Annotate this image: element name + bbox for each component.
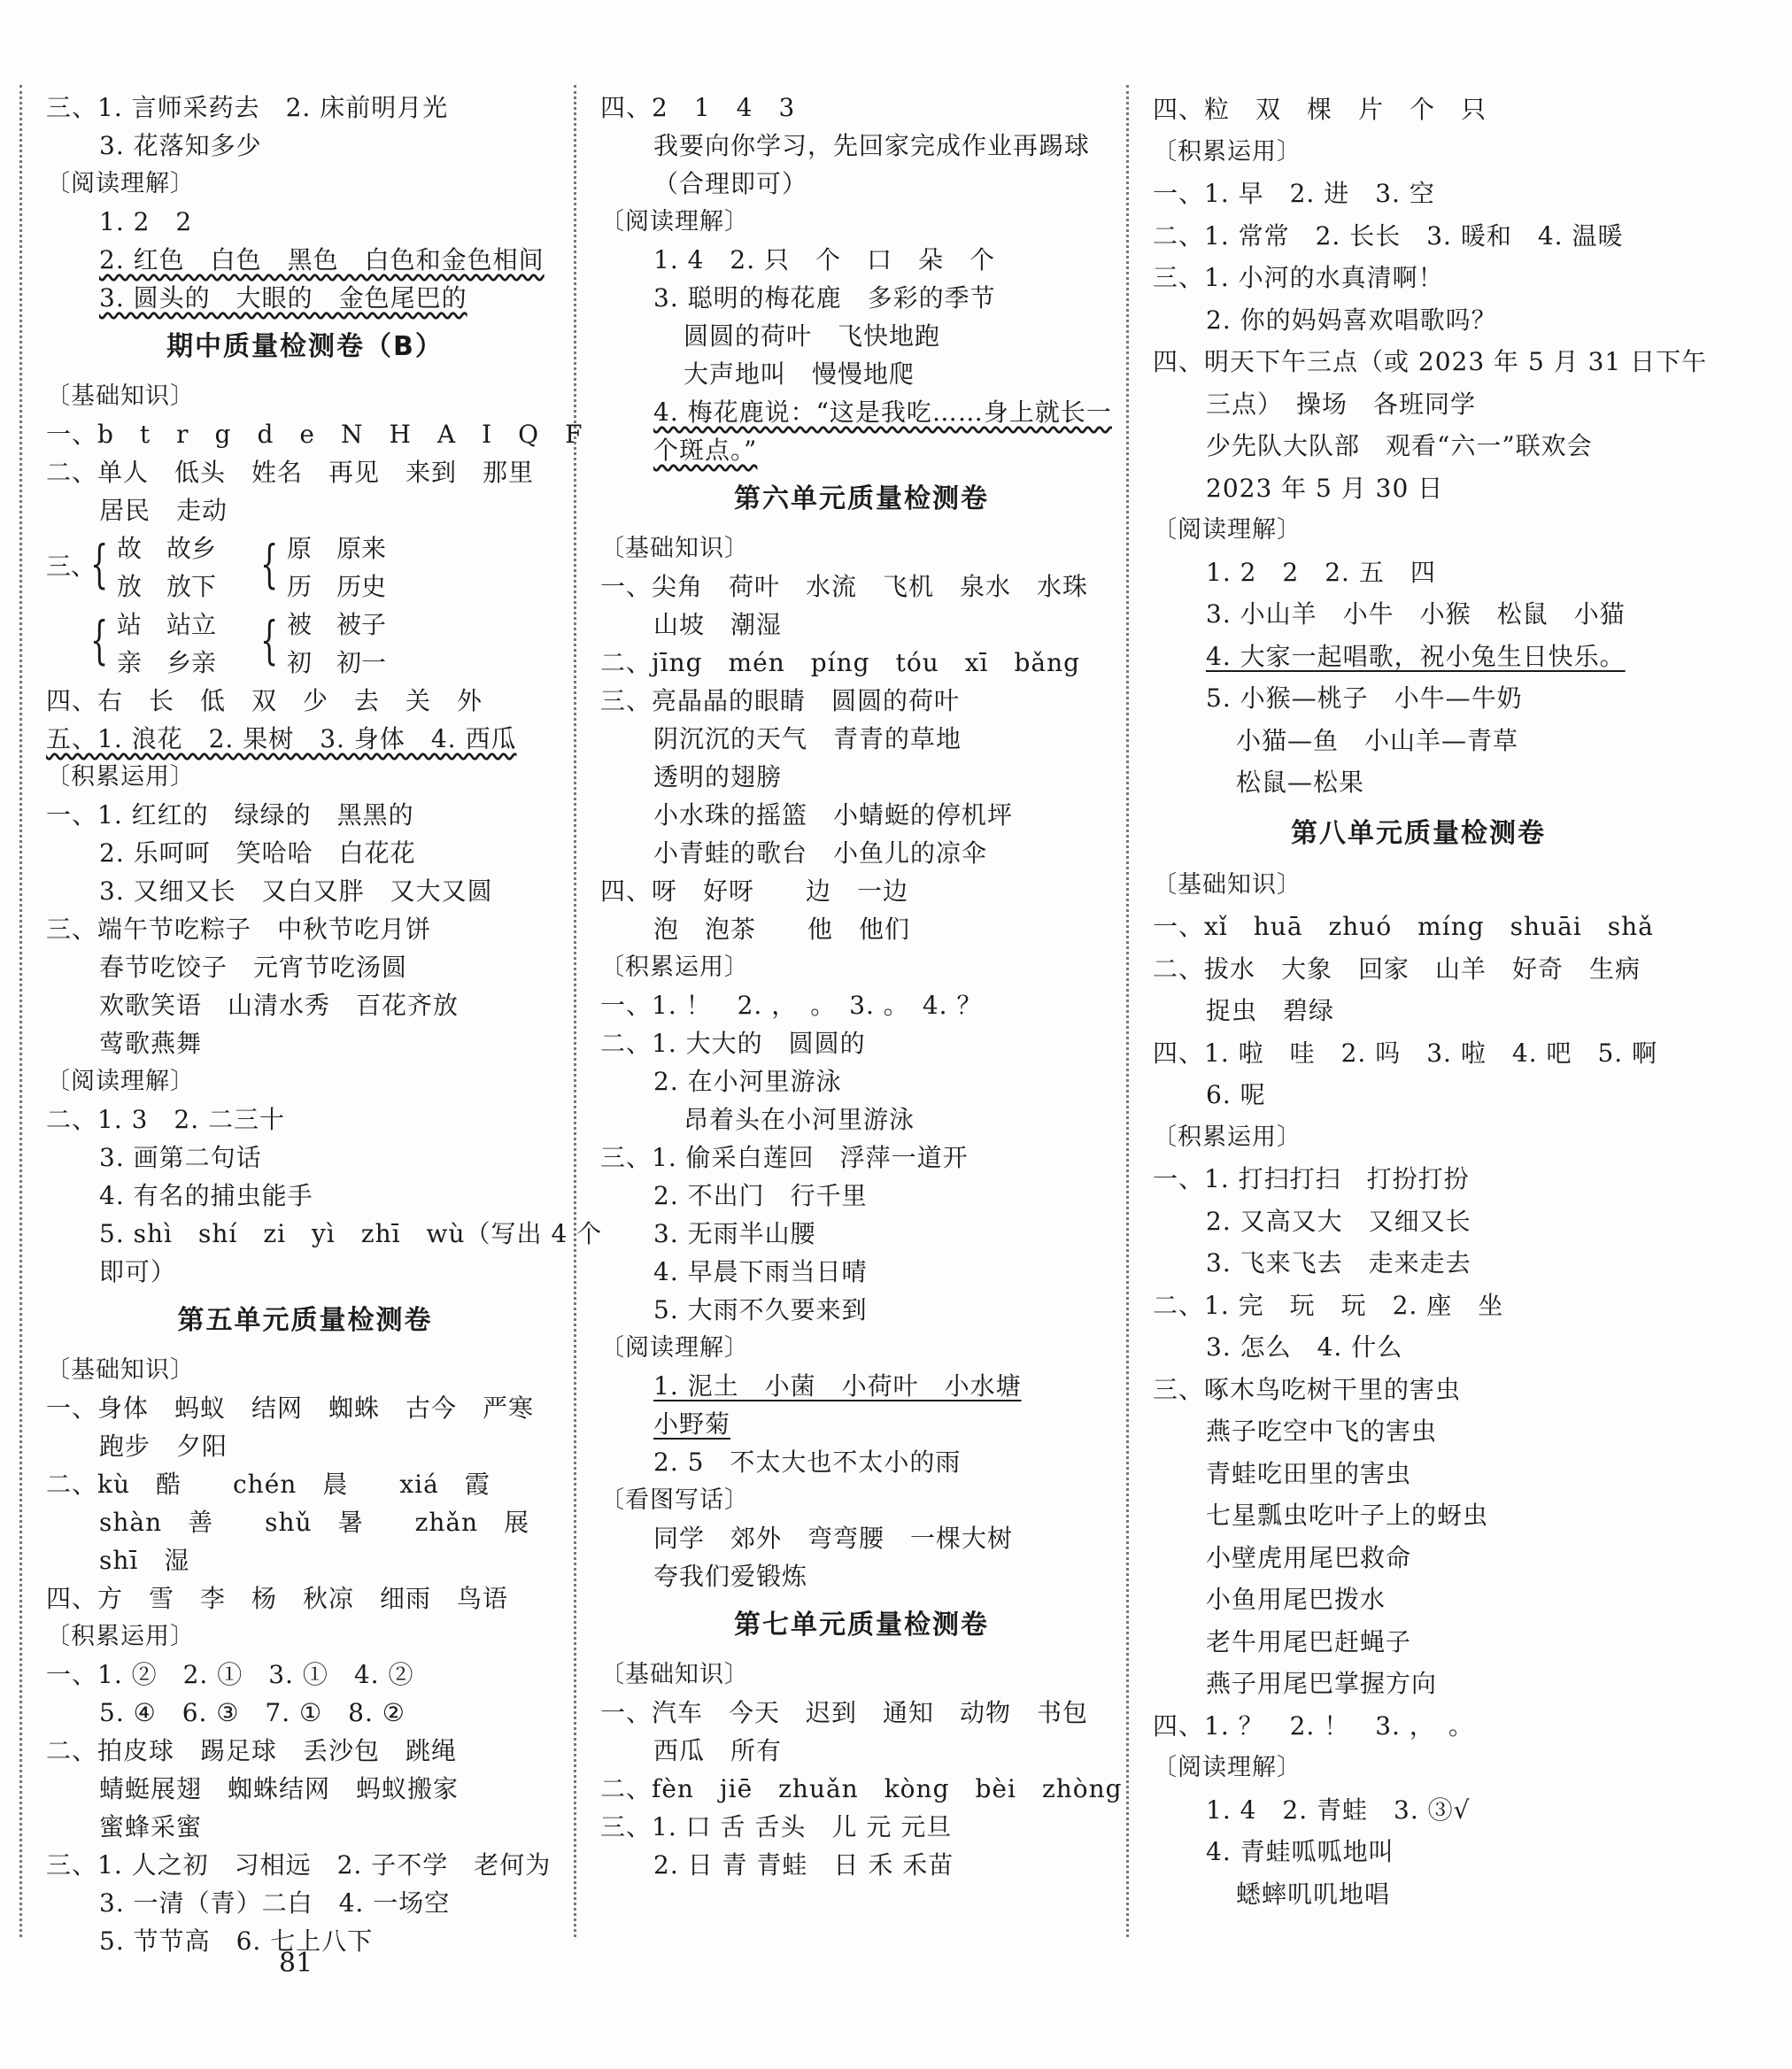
answer-line: 6. 呢 <box>1206 1080 1266 1109</box>
brace-mark: { <box>260 534 279 594</box>
subsection-heading: 〔阅读理解〕 <box>46 1068 195 1095</box>
subsection-heading: 〔阅读理解〕 <box>46 170 195 197</box>
answer-line: shàn 善 shǔ 暑 zhǎn 展 <box>99 1508 530 1537</box>
page-number: 81 <box>279 1948 313 1979</box>
answer-line: 四、1. 啦 哇 2. 吗 3. 啦 4. 吧 5. 啊 <box>1153 1038 1658 1068</box>
answer-line: 一、汽车 今天 迟到 通知 动物 书包 <box>600 1698 1089 1727</box>
answer-line: 小猫—鱼 小山羊—青草 <box>1236 725 1519 755</box>
answer-line: 3. 花落知多少 <box>99 131 262 160</box>
char-group-item: 原 原来 <box>287 534 387 563</box>
answer-line: 二、1. 常常 2. 长长 3. 暖和 4. 温暖 <box>1153 220 1624 251</box>
answer-line: 同学 郊外 弯弯腰 一棵大树 <box>653 1524 1014 1553</box>
char-group-item: 放 放下 <box>117 572 217 601</box>
subsection-heading: 〔基础知识〕 <box>600 1661 749 1688</box>
answer-line: 一、尖角 荷叶 水流 飞机 泉水 水珠 <box>600 572 1089 601</box>
answer-line: 燕子吃空中飞的害虫 <box>1206 1417 1438 1446</box>
section-title: 第八单元质量检测卷 <box>1291 817 1546 849</box>
column-divider-1 <box>574 85 576 1937</box>
answer-line: 一、xǐ huā zhuó míng shuāi shǎ <box>1153 912 1654 941</box>
answer-line: 三、1. 言师采药去 2. 床前明月光 <box>46 93 449 122</box>
answer-line: 一、1. 红红的 绿绿的 黑黑的 <box>46 800 414 830</box>
answer-line: 2. 日 青 青蛙 日 禾 禾苗 <box>653 1850 954 1880</box>
answer-line: 4. 大家一起唱歌，祝小兔生日快乐。 <box>1206 641 1626 671</box>
answer-line: 透明的翅膀 <box>653 762 783 791</box>
answer-line: 松鼠—松果 <box>1236 768 1365 797</box>
answer-line: 二、jīng mén píng tóu xī bǎng <box>600 648 1081 677</box>
answer-line: 四、明天下午三点（或 2023 年 5 月 31 日下午 <box>1153 347 1708 376</box>
answer-line: 1. 2 2 <box>99 207 193 236</box>
answer-line: 二、fèn jiē zhuǎn kòng bèi zhòng <box>600 1774 1123 1803</box>
answer-line: 三、1. 偷采白莲回 浮萍一道开 <box>600 1143 969 1172</box>
subsection-heading: 〔基础知识〕 <box>46 1356 195 1384</box>
answer-line: 3. 一清（青）二白 4. 一场空 <box>99 1888 451 1918</box>
subsection-heading: 〔阅读理解〕 <box>1153 516 1302 544</box>
answer-line: 阴沉沉的天气 青青的草地 <box>653 724 962 753</box>
answer-line: 3. 无雨半山腰 <box>653 1219 816 1248</box>
answer-line: 三、亮晶晶的眼睛 圆圆的荷叶 <box>600 686 961 715</box>
brace-mark: { <box>90 610 109 670</box>
answer-line: 一、身体 蚂蚁 结网 蜘蛛 古今 严寒 <box>46 1393 535 1423</box>
char-group-item: 站 站立 <box>117 610 217 639</box>
answer-line: 燕子用尾巴掌握方向 <box>1206 1669 1438 1698</box>
answer-line: 3. 怎么 4. 什么 <box>1206 1332 1403 1362</box>
answer-line: 4. 有名的捕虫能手 <box>99 1181 313 1210</box>
answer-column-1 <box>46 89 603 1960</box>
section-title: 第六单元质量检测卷 <box>734 483 989 514</box>
answer-line: 二、拔水 大象 回家 山羊 好奇 生病 <box>1153 953 1641 984</box>
subsection-heading: 〔积累运用〕 <box>46 763 195 791</box>
answer-line: 5. 小猴—桃子 小牛—牛奶 <box>1206 683 1523 713</box>
answer-line: 1. 4 2. 只 个 口 朵 个 <box>653 245 996 274</box>
answer-line: 3. 飞来飞去 走来走去 <box>1206 1248 1471 1278</box>
answer-line: 蜻蜓展翅 蜘蛛结网 蚂蚁搬家 <box>99 1774 460 1803</box>
answer-line: 圆圆的荷叶 飞快地跑 <box>684 321 941 351</box>
char-group-item: 被 被子 <box>287 610 387 639</box>
subsection-heading: 〔积累运用〕 <box>1153 1123 1302 1151</box>
answer-line: 我要向你学习，先回家完成作业再踢球 <box>653 131 1091 160</box>
answer-line: shī 湿 <box>99 1546 190 1575</box>
answer-line: 西瓜 所有 <box>653 1736 783 1765</box>
section-title: 第五单元质量检测卷 <box>177 1305 433 1336</box>
answer-line: 二、1. 完 玩 玩 2. 座 坐 <box>1153 1290 1504 1320</box>
answer-line: 2. 乐呵呵 笑哈哈 白花花 <box>99 838 416 868</box>
answer-line: 四、方 雪 李 杨 秋凉 细雨 鸟语 <box>46 1584 509 1613</box>
answer-line: 2. 你的妈妈喜欢唱歌吗？ <box>1206 305 1497 335</box>
answer-line: 3. 圆头的 大眼的 金色尾巴的 <box>99 283 467 313</box>
subsection-heading: 〔阅读理解〕 <box>600 1334 749 1362</box>
answer-line: 3. 画第二句话 <box>99 1143 262 1172</box>
answer-line: 4. 青蛙呱呱地叫 <box>1206 1837 1394 1866</box>
item-label: 三、 <box>46 552 97 581</box>
answer-line: 泡 泡茶 他 他们 <box>653 915 911 944</box>
answer-line: 居民 走动 <box>99 496 228 525</box>
answer-line: 二、单人 低头 姓名 再见 来到 那里 <box>46 458 535 487</box>
answer-line: 4. 梅花鹿说：“这是我吃……身上就长一 <box>653 398 1112 427</box>
brace-mark: { <box>260 610 279 670</box>
char-group-row <box>46 529 564 606</box>
answer-line: 二、1. 3 2. 二三十 <box>46 1105 286 1134</box>
answer-line: 一、1. ！ 2. ， 。 3. 。 4. ？ <box>600 991 983 1020</box>
answer-line: 5. ④ 6. ③ 7. ① 8. ② <box>99 1698 406 1727</box>
answer-line: 一、1. ② 2. ① 3. ① 4. ② <box>46 1660 414 1689</box>
answer-line: 欢歌笑语 山清水秀 百花齐放 <box>99 991 460 1020</box>
answer-line: 一、1. 打扫打扫 打扮打扮 <box>1153 1164 1470 1193</box>
answer-line: （合理即可） <box>653 169 808 198</box>
answer-line: 三点） 操场 各班同学 <box>1206 389 1477 419</box>
answer-line: 山坡 潮湿 <box>653 610 783 639</box>
subsection-heading: 〔阅读理解〕 <box>600 208 749 235</box>
answer-line: 小水珠的摇篮 小蜻蜓的停机坪 <box>653 800 1014 830</box>
answer-column-3 <box>1153 89 1708 1915</box>
char-group-row <box>46 606 564 682</box>
answer-line: 四、1. ？ 2. ！ 3. ， 。 <box>1153 1710 1474 1741</box>
subsection-heading: 〔积累运用〕 <box>600 953 749 981</box>
char-group-item: 历 历史 <box>287 572 387 601</box>
subsection-heading: 〔基础知识〕 <box>1153 870 1302 899</box>
answer-line: 大声地叫 慢慢地爬 <box>684 359 915 389</box>
answer-line: 3. 又细又长 又白又胖 又大又圆 <box>99 876 493 906</box>
answer-line: 夸我们爱锻炼 <box>653 1562 808 1591</box>
answer-line: 2023 年 5 月 30 日 <box>1206 473 1444 503</box>
answer-line: 少先队大队部 观看“六一”联欢会 <box>1206 431 1593 460</box>
subsection-heading: 〔积累运用〕 <box>46 1623 195 1650</box>
answer-line: 四、右 长 低 双 少 去 关 外 <box>46 686 483 715</box>
answer-line: 三、1. 人之初 习相远 2. 子不学 老何为 <box>46 1850 552 1880</box>
answer-line: 2. 在小河里游泳 <box>653 1067 842 1096</box>
answer-line: 5. 节节高 6. 七上八下 <box>99 1926 374 1956</box>
answer-line: 5. shì shí zi yì zhī wù（写出 4 个 <box>99 1219 603 1248</box>
answer-line: 蟋蟀叽叽地唱 <box>1236 1879 1391 1909</box>
answer-line: 莺歌燕舞 <box>99 1029 203 1058</box>
answer-line: 昂着头在小河里游泳 <box>684 1105 915 1134</box>
answer-line: 2. 5 不太大也不太小的雨 <box>653 1448 962 1477</box>
answer-line: 一、b t r g d e N H A I Q F <box>46 420 583 449</box>
answer-line: 1. 2 2 2. 五 四 <box>1206 557 1436 587</box>
answer-line: 小壁虎用尾巴救命 <box>1206 1542 1412 1572</box>
answer-line: 2. 不出门 行千里 <box>653 1181 868 1210</box>
subsection-heading: 〔看图写话〕 <box>600 1486 749 1514</box>
section-title: 期中质量检测卷（B） <box>166 331 444 362</box>
answer-line: 五、1. 浪花 2. 果树 3. 身体 4. 西瓜 <box>46 724 517 753</box>
answer-line: 2. 红色 白色 黑色 白色和金色相间 <box>99 245 545 274</box>
subsection-heading: 〔基础知识〕 <box>46 382 195 410</box>
section-title: 第七单元质量检测卷 <box>734 1610 989 1641</box>
answer-line: 一、1. 早 2. 进 3. 空 <box>1153 179 1435 208</box>
answer-line: 小青蛙的歌台 小鱼儿的凉伞 <box>653 838 988 868</box>
answer-column-2 <box>600 89 1123 1884</box>
answer-line: 三、端午节吃粽子 中秋节吃月饼 <box>46 915 432 944</box>
subsection-heading: 〔阅读理解〕 <box>1153 1754 1302 1781</box>
char-group-item: 初 初一 <box>287 648 387 677</box>
answer-line: 二、拍皮球 踢足球 丢沙包 跳绳 <box>46 1736 458 1765</box>
answer-line: 七星瓢虫吃叶子上的蚜虫 <box>1206 1501 1489 1530</box>
answer-line: 四、呀 好呀 边 一边 <box>600 876 909 906</box>
answer-line: 个斑点。” <box>653 436 758 465</box>
answer-line: 蜜蜂采蜜 <box>99 1812 203 1841</box>
answer-line: 跑步 夕阳 <box>99 1432 228 1461</box>
answer-line: 三、1. 小河的水真清啊！ <box>1153 263 1444 292</box>
answer-line: 四、2 1 4 3 <box>600 93 796 122</box>
answer-line: 四、粒 双 棵 片 个 只 <box>1153 95 1487 124</box>
answer-line: 1. 泥土 小菌 小荷叶 小水塘 <box>653 1371 1022 1401</box>
subsection-heading: 〔积累运用〕 <box>1153 137 1302 166</box>
answer-line: 三、啄木鸟吃树干里的害虫 <box>1153 1374 1462 1404</box>
brace-mark: { <box>90 534 109 594</box>
answer-line: 2. 又高又大 又细又长 <box>1206 1206 1471 1236</box>
subsection-heading: 〔基础知识〕 <box>600 535 749 562</box>
answer-line: 春节吃饺子 元宵节吃汤圆 <box>99 953 408 982</box>
char-group-item: 故 故乡 <box>117 534 217 563</box>
answer-line: 4. 早晨下雨当日晴 <box>653 1257 868 1286</box>
answer-line: 小鱼用尾巴拨水 <box>1206 1585 1386 1614</box>
char-group-item: 亲 乡亲 <box>117 648 217 677</box>
answer-line: 3. 小山羊 小牛 小猴 松鼠 小猫 <box>1206 599 1626 629</box>
column-divider-left <box>19 85 22 1937</box>
answer-line: 捉虫 碧绿 <box>1206 996 1335 1025</box>
answer-line: 3. 聪明的梅花鹿 多彩的季节 <box>653 283 996 313</box>
answer-line: 三、1. 口 舌 舌头 儿 元 元旦 <box>600 1812 953 1841</box>
answer-line: 二、1. 大大的 圆圆的 <box>600 1029 866 1058</box>
column-divider-2 <box>1126 85 1129 1937</box>
answer-line: 1. 4 2. 青蛙 3. ③√ <box>1206 1795 1471 1825</box>
answer-line: 二、kù 酷 chén 晨 xiá 霞 <box>46 1470 490 1499</box>
answer-line: 小野菊 <box>653 1409 731 1439</box>
answer-line: 即可） <box>99 1257 177 1286</box>
answer-line: 老牛用尾巴赶蝇子 <box>1206 1626 1412 1656</box>
answer-line: 5. 大雨不久要来到 <box>653 1295 868 1324</box>
answer-line: 青蛙吃田里的害虫 <box>1206 1458 1412 1488</box>
